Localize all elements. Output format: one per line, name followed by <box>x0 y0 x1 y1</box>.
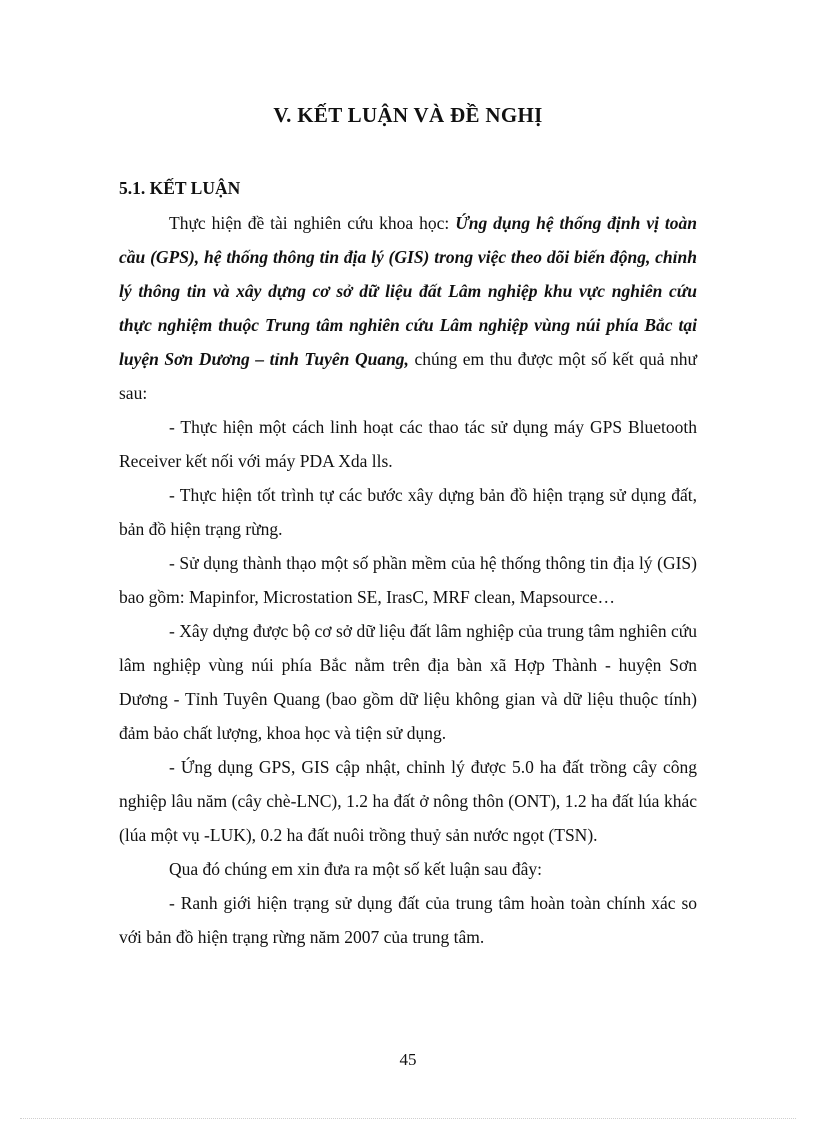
result-item: - Sử dụng thành thạo một số phần mềm của hệ thống thông tin địa lý (GIS) bao gồm: Mapinfor, Microstation SE, IrasC, MRF clean, Mapsource… <box>119 553 697 607</box>
result-item: - Ứng dụng GPS, GIS cập nhật, chỉnh lý được 5.0 ha đất trồng cây công nghiệp lâu năm (cây chè-LNC), 1.2 ha đất ở nông thôn (ONT), 1.2 ha đất lúa khác (lúa một vụ -LUK), 0.2 ha đất nuôi trồng thuỷ sản nước ngọt (TSN). <box>119 757 697 845</box>
intro-tail: chúng em thu được một số kết quả như sau: <box>119 349 697 403</box>
conclusion-intro: Qua đó chúng em xin đưa ra một số kết luận sau đây: <box>169 859 543 879</box>
result-item: - Thực hiện tốt trình tự các bước xây dựng bản đồ hiện trạng sử dụng đất, bản đồ hiện trạng rừng. <box>119 485 697 539</box>
conclusion-item: - Ranh giới hiện trạng sử dụng đất của trung tâm hoàn toàn chính xác so với bản đồ hiện trạng rừng năm 2007 của trung tâm. <box>119 893 697 947</box>
intro-lead: Thực hiện đề tài nghiên cứu khoa học: <box>169 213 456 233</box>
intro-paragraph <box>119 206 697 410</box>
result-item: - Xây dựng được bộ cơ sở dữ liệu đất lâm nghiệp của trung tâm nghiên cứu lâm nghiệp vùng núi phía Bắc nằm trên địa bàn xã Hợp Thành - huyện Sơn Dương - Tỉnh Tuyên Quang (bao gồm dữ liệu không gian và dữ liệu thuộc tính) đảm bảo chất lượng, khoa học và tiện sử dụng. <box>119 621 697 743</box>
research-topic: Ứng dụng hệ thống định vị toàn cầu (GPS), hệ thống thông tin địa lý (GIS) trong việc theo dõi biến động, chỉnh lý thông tin và xây dựng cơ sở dữ liệu đất Lâm nghiệp khu vực nghiên cứu thực nghiệm thuộc Trung tâm nghiên cứu Lâm nghiệp vùng núi phía Bắc tại luyện Sơn Dương – tỉnh Tuyên Quang, <box>119 213 698 369</box>
section-heading: 5.1. KẾT LUẬN <box>119 178 241 198</box>
page-divider <box>20 1118 796 1119</box>
result-item: - Thực hiện một cách linh hoạt các thao tác sử dụng máy GPS Bluetooth Receiver kết nối với máy PDA Xda lls. <box>119 417 697 471</box>
body-text <box>119 206 697 954</box>
page-number: 45 <box>399 1050 417 1069</box>
chapter-heading: V. KẾT LUẬN VÀ ĐỀ NGHỊ <box>273 103 543 127</box>
